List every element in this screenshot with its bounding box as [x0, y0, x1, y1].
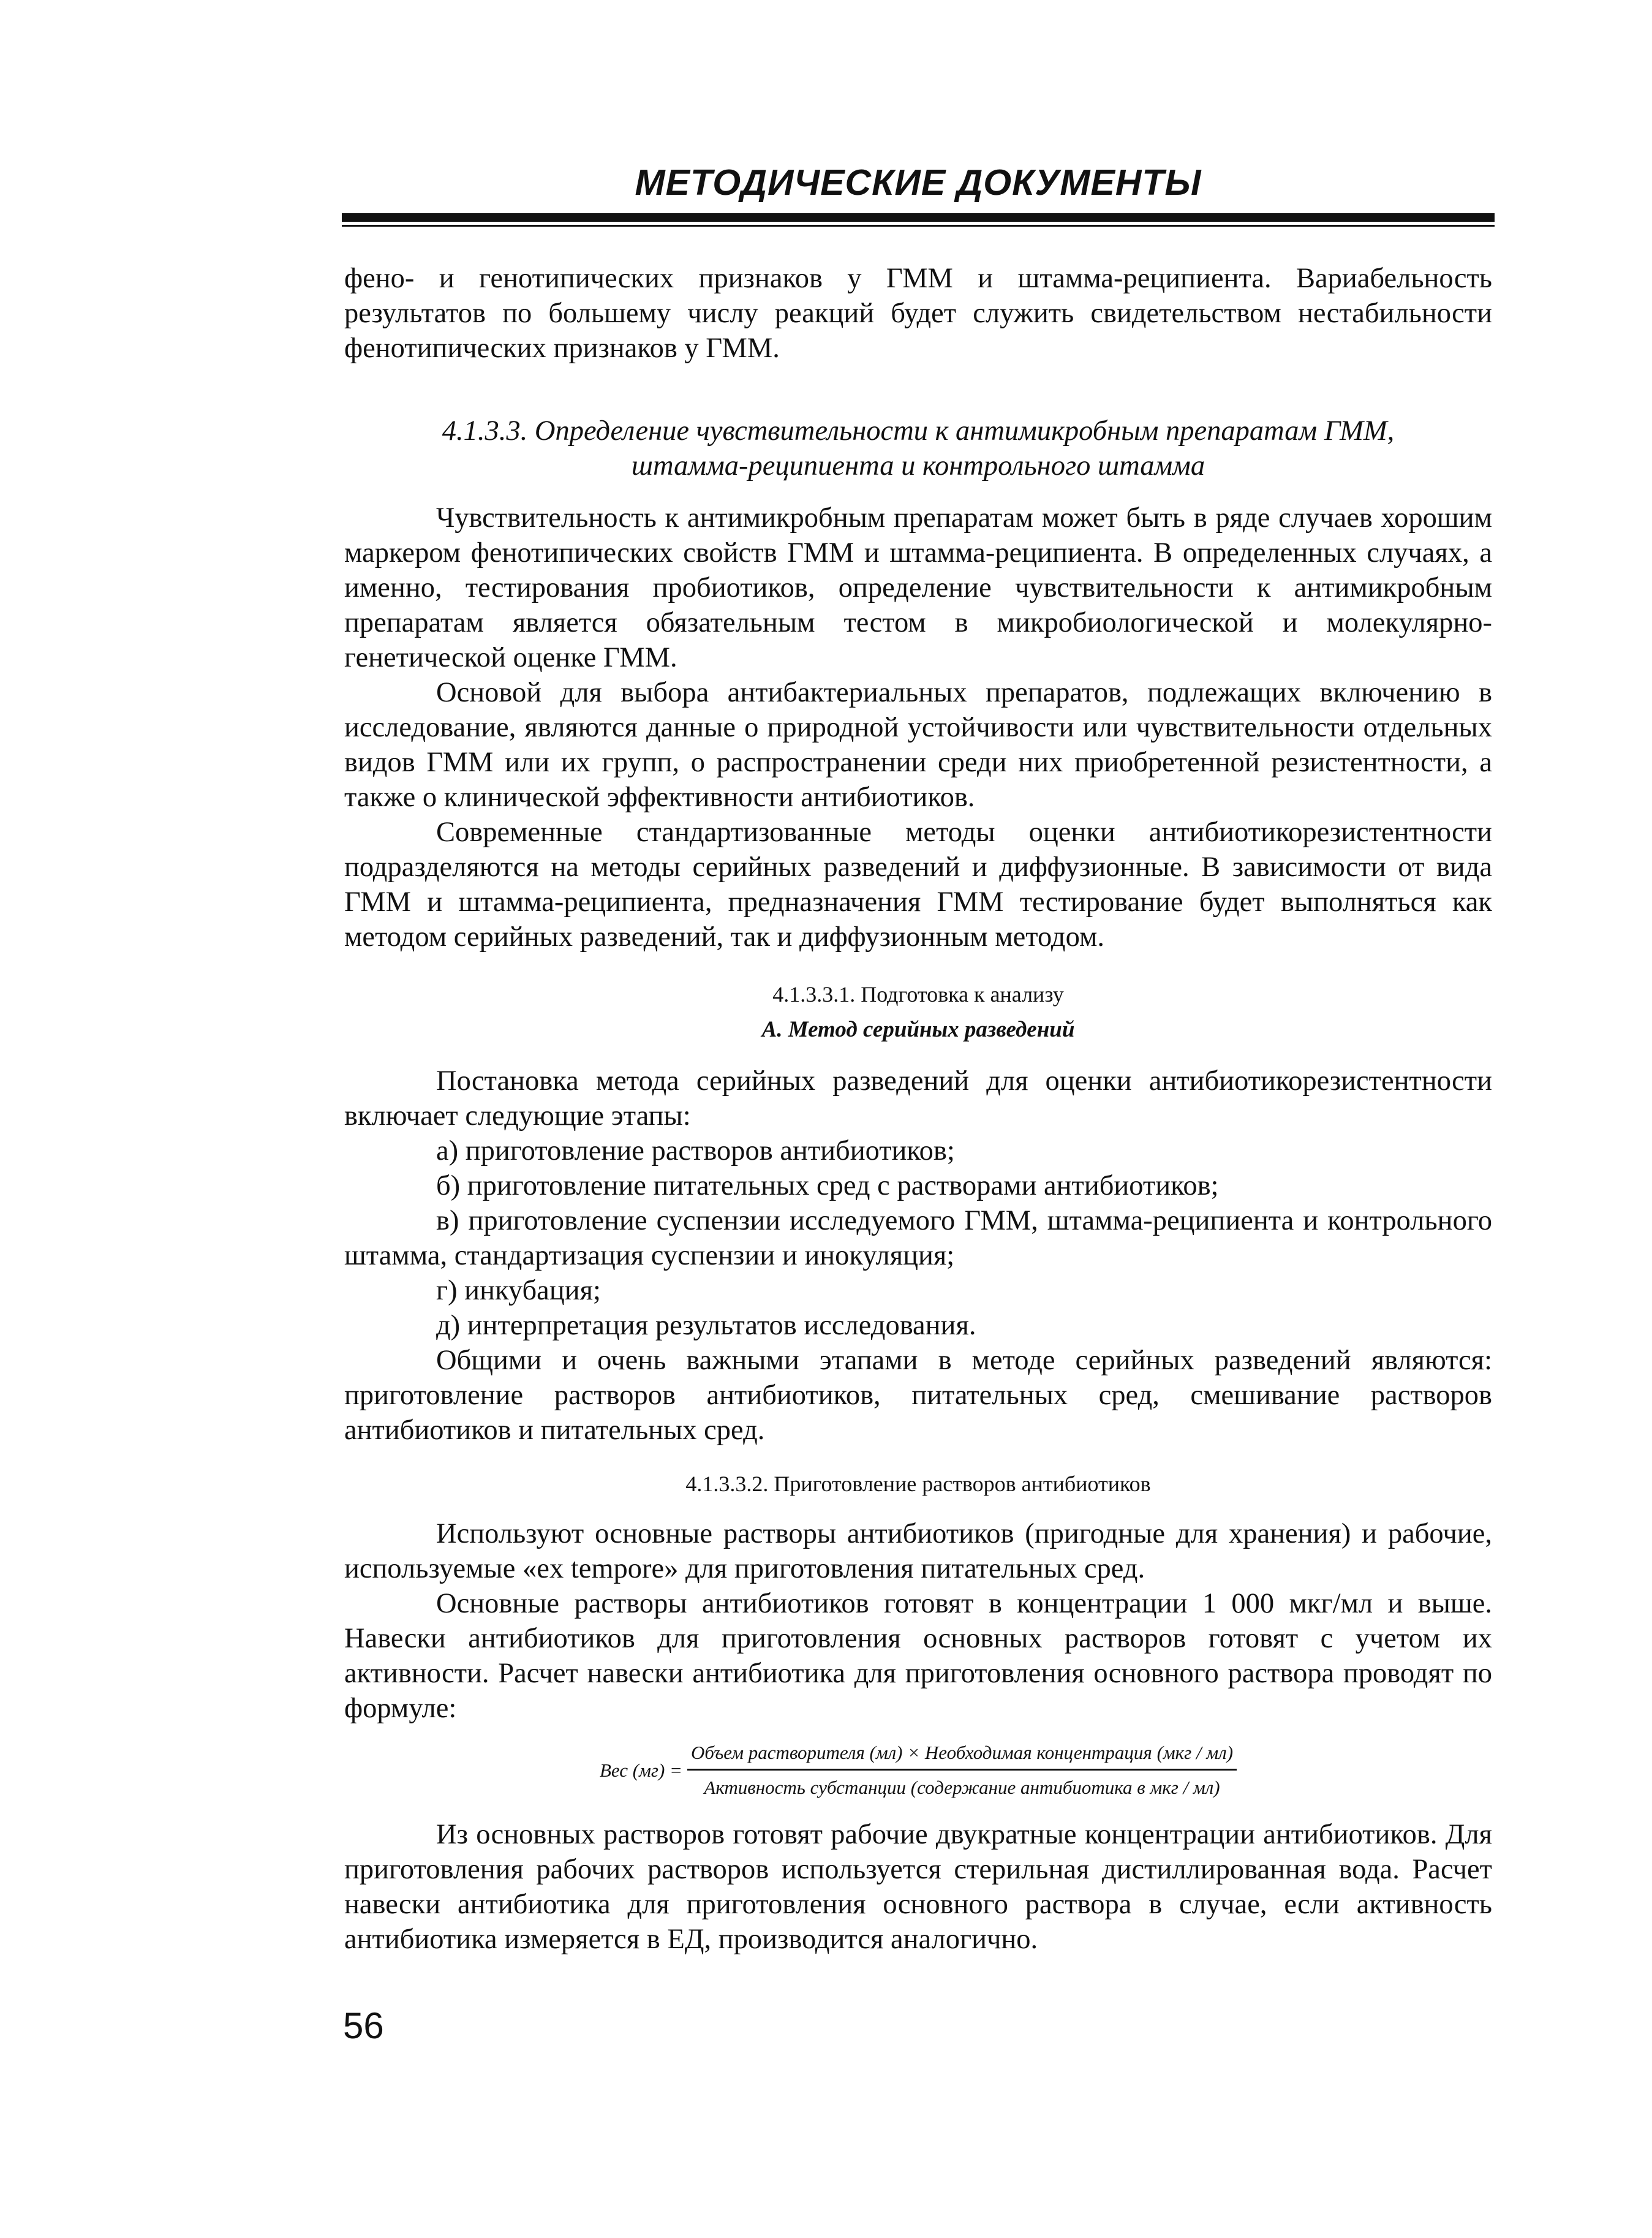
header-title: МЕТОДИЧЕСКИЕ ДОКУМЕНТЫ — [635, 162, 1202, 203]
header-rule-thick — [342, 213, 1495, 222]
page-body — [344, 261, 1492, 1957]
intro-paragraph: фено- и генотипических признаков у ГММ и штамма-реципиента. Вариабельность результатов по большему числу реакций будет служить свидетельством нестабильности фенотипических признаков у ГММ. — [344, 263, 1492, 364]
formula-fraction — [687, 1739, 1237, 1801]
step-item-b: б) приготовление питательных сред с растворами антибиотиков; — [436, 1170, 1219, 1201]
subsection-2-title: 4.1.3.3.2. Приготовление растворов антибиотиков — [685, 1472, 1151, 1496]
page-header — [342, 158, 1495, 227]
method-intro: Постановка метода серийных разведений для оценки антибиотикорезистентности включает следующие этапы: — [344, 1065, 1492, 1132]
subsection-2-closing: Из основных растворов готовят рабочие двукратные концентрации антибиотиков. Для приготовления рабочих растворов используется стерильная дистиллированная вода. Расчет навески антибиотика для приготовления основного раствора в случае, если активность антибиотика измеряется в ЕД, производится аналогично. — [344, 1819, 1492, 1955]
section-title-line-1: 4.1.3.3. Определение чувствительности к антимикробным препаратам ГММ, — [442, 415, 1395, 447]
subsection-2-paragraph-2: Основные растворы антибиотиков готовят в концентрации 1 000 мкг/мл и выше. Навески антибиотиков для приготовления основных растворов готовят с учетом их активности. Расчет навески антибиотика для приготовления основного раствора проводят по формуле: — [344, 1588, 1492, 1724]
formula-numerator: Объем растворителя (мл) × Необходимая концентрация (мкг / мл) — [687, 1739, 1237, 1771]
header-rule-thin — [342, 225, 1495, 227]
weight-formula — [344, 1739, 1492, 1801]
section-paragraph-2: Основой для выбора антибактериальных препаратов, подлежащих включению в исследование, являются данные о природной устойчивости или чувствительности отдельных видов ГММ или их групп, о распространении среди них приобретенной резистентности, а также о клинической эффективности антибиотиков. — [344, 677, 1492, 813]
step-item-a: а) приготовление растворов антибиотиков; — [436, 1135, 955, 1166]
step-item-d: г) инкубация; — [436, 1275, 601, 1306]
section-title-line-2: штамма-реципиента и контрольного штамма — [631, 450, 1205, 482]
page-number: 56 — [343, 2005, 384, 2046]
formula-denominator: Активность субстанции (содержание антибиотика в мкг / мл) — [704, 1777, 1220, 1798]
method-conclusion: Общими и очень важными этапами в методе серийных разведений являются: приготовление растворов антибиотиков, питательных сред, смешивание растворов антибиотиков и питательных сред. — [344, 1345, 1492, 1446]
subsection-1-title: 4.1.3.3.1. Подготовка к анализу — [772, 982, 1064, 1007]
formula-lhs: Вес (мг) = — [599, 1759, 682, 1781]
section-title — [344, 414, 1492, 483]
subsection-2-paragraph-1: Используют основные растворы антибиотиков (пригодные для хранения) и рабочие, используемые «ex tempore» для приготовления питательных сред. — [344, 1518, 1492, 1584]
method-title: А. Метод серийных разведений — [761, 1017, 1075, 1042]
step-item-e: д) интерпретация результатов исследования. — [436, 1310, 976, 1341]
step-item-c: в) приготовление суспензии исследуемого ГММ, штамма-реципиента и контрольного штамма, стандартизация суспензии и инокуляция; — [344, 1205, 1492, 1271]
section-paragraph-1: Чувствительность к антимикробным препаратам может быть в ряде случаев хорошим маркером фенотипических свойств ГММ и штамма-реципиента. В определенных случаях, а именно, тестирования пробиотиков, определение чувствительности к антимикробным препаратам является обязательным тестом в микробиологической и молекулярно-генетической оценке ГММ. — [344, 502, 1492, 673]
section-paragraph-3: Современные стандартизованные методы оценки антибиотикорезистентности подразделяются на методы серийных разведений и диффузионные. В зависимости от вида ГММ и штамма-реципиента, предназначения ГММ тестирование будет выполняться как методом серийных разведений, так и диффузионным методом. — [344, 817, 1492, 953]
